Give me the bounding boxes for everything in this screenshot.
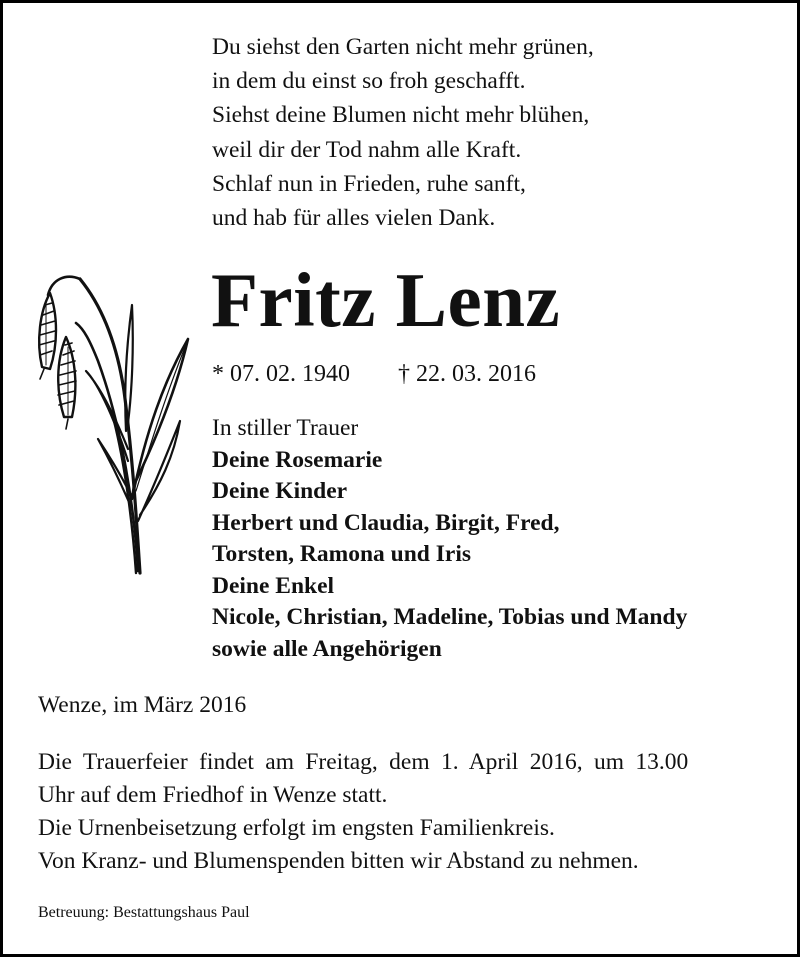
mourner-line: Deine Rosemarie: [212, 446, 383, 473]
poem-line: Schlaf nun in Frieden, ruhe sanft,: [212, 170, 526, 197]
deceased-name: Fritz Lenz: [211, 257, 561, 343]
funeral-line: Uhr auf dem Friedhof in Wenze statt.: [38, 782, 388, 808]
mourning-intro: In stiller Trauer: [212, 415, 359, 441]
funeral-home-credit: Betreuung: Bestattungshaus Paul: [38, 904, 250, 921]
death-date: † 22. 03. 2016: [398, 361, 536, 387]
mourner-line: Deine Kinder: [212, 478, 348, 504]
poem-line: weil dir der Tod nahm alle Kraft.: [212, 136, 522, 163]
poem-line: und hab für alles vielen Dank.: [212, 205, 496, 232]
mourner-line: Herbert und Claudia, Birgit, Fred,: [212, 509, 560, 536]
funeral-line: Von Kranz- und Blumenspenden bitten wir Abstand zu nehmen.: [38, 848, 639, 874]
mourner-line: Deine Enkel: [212, 572, 335, 599]
mourner-line: Nicole, Christian, Madeline, Tobias und Mandy: [212, 604, 688, 630]
poem: [212, 30, 594, 235]
poem-line: Du siehst den Garten nicht mehr grünen,: [212, 34, 594, 60]
mourners-block: [212, 413, 687, 665]
funeral-info: [38, 746, 688, 878]
place-date: Wenze, im März 2016: [38, 692, 247, 718]
life-dates: [212, 356, 536, 392]
birth-date: * 07. 02. 1940: [212, 361, 350, 387]
funeral-line: Die Trauerfeier findet am Freitag, dem 1. April 2016, um 13.00: [38, 749, 689, 775]
poem-line: Siehst deine Blumen nicht mehr blühen,: [212, 102, 590, 129]
poem-line: in dem du einst so froh geschafft.: [212, 68, 526, 95]
mourner-line: sowie alle Angehörigen: [212, 635, 442, 662]
wheat-ears-icon: [28, 271, 198, 576]
mourner-line: Torsten, Ramona und Iris: [212, 541, 471, 567]
funeral-line: Die Urnenbeisetzung erfolgt im engsten Familienkreis.: [38, 815, 555, 841]
